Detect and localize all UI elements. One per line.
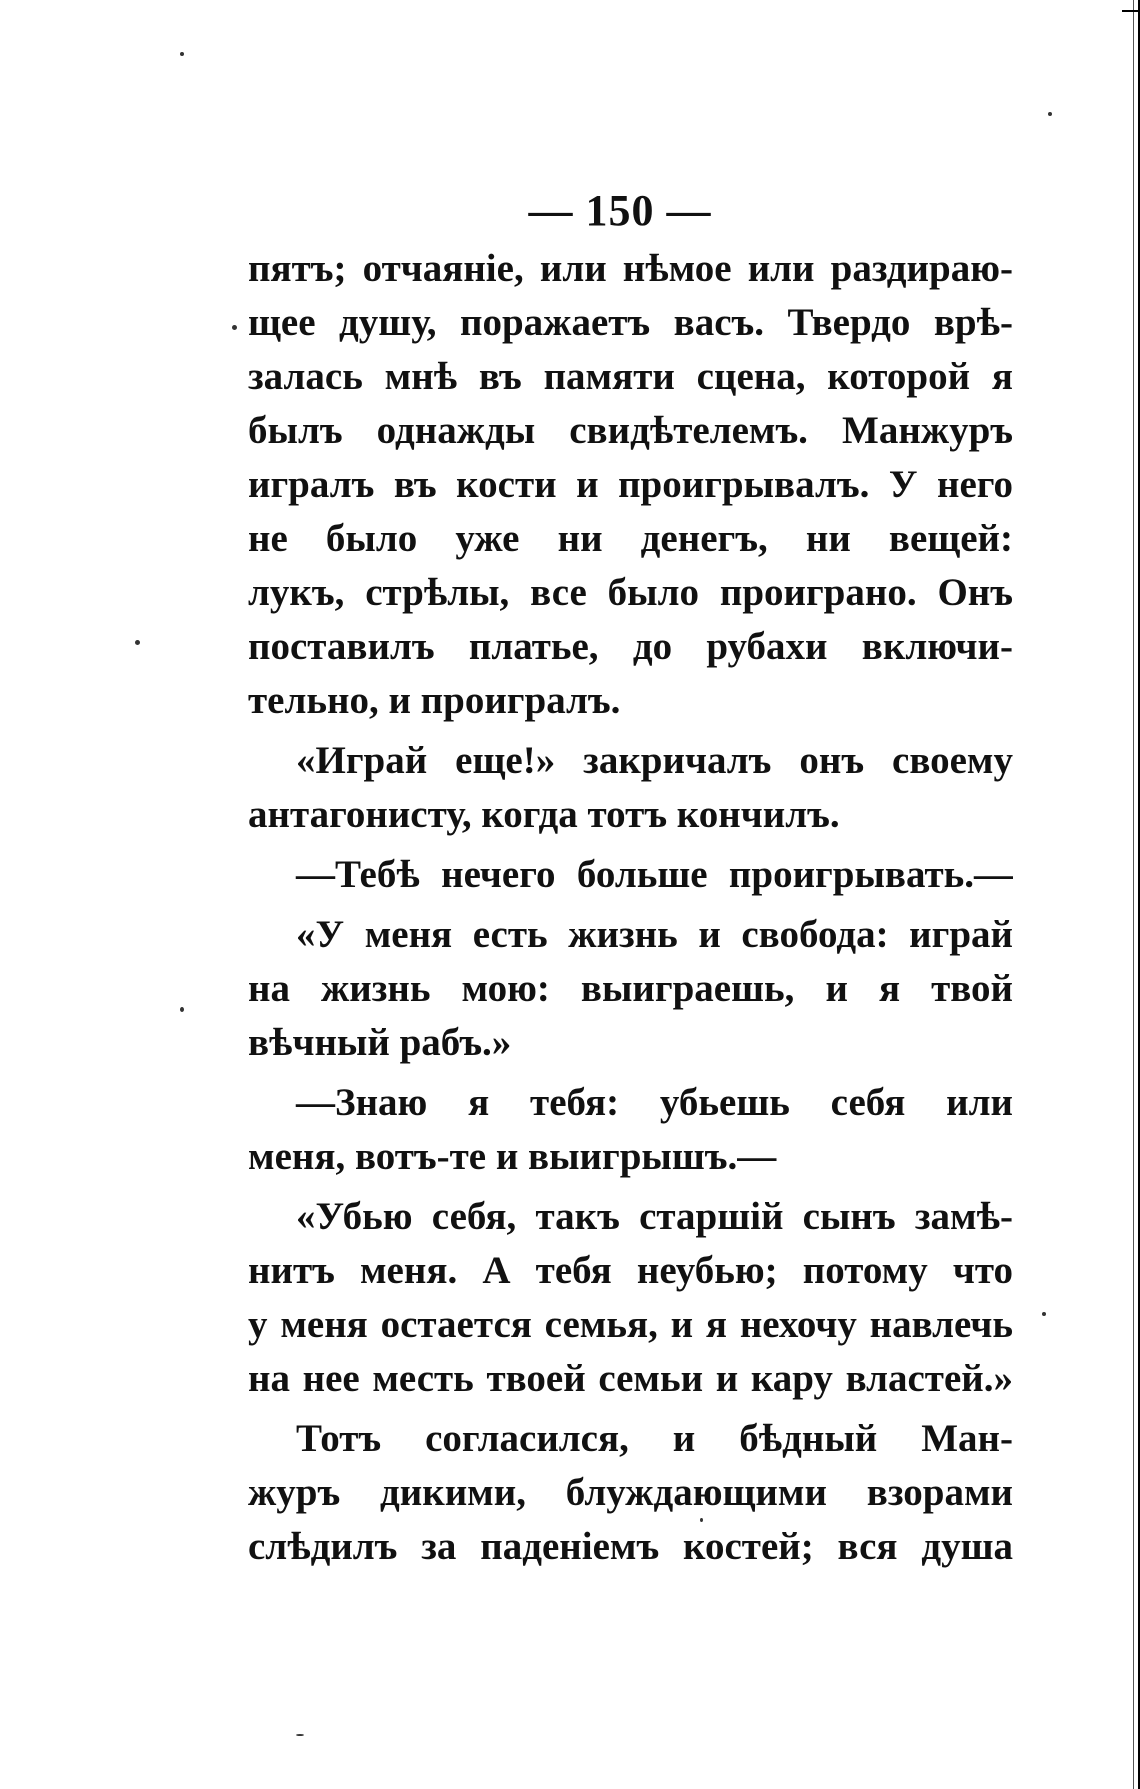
- text-line: на нее месть твоей семьи и кару властей.»: [248, 1357, 1013, 1400]
- body-text: [248, 242, 1013, 1574]
- page-number: — 150 —: [528, 186, 712, 235]
- text-line: «Играй еще!» закричалъ онъ своему: [296, 739, 1013, 782]
- scan-speck: [180, 1007, 184, 1012]
- text-line: игралъ въ кости и проигрывалъ. У него: [248, 463, 1013, 506]
- text-line: не было уже ни денегъ, ни вещей:: [248, 517, 1013, 560]
- page-edge-mark: [1122, 10, 1140, 12]
- text-line: «Убью себя, такъ старшій сынъ замѣ-: [296, 1195, 1013, 1238]
- text-line: поставилъ платье, до рубахи включи-: [248, 625, 1013, 668]
- text-line: тельно, и проигралъ.: [248, 679, 621, 722]
- text-line: —Тебѣ нечего больше проигрывать.—: [296, 853, 1013, 896]
- scan-speck: [700, 1518, 703, 1522]
- text-line: журъ дикими, блуждающими взорами: [248, 1471, 1013, 1514]
- text-line: слѣдилъ за паденіемъ костей; вся душа: [248, 1525, 1013, 1568]
- text-line: нитъ меня. А тебя неубью; потому что: [248, 1249, 1013, 1292]
- scan-speck: [1048, 112, 1052, 116]
- scan-speck: [296, 1734, 304, 1736]
- text-line: залась мнѣ въ памяти сцена, которой я: [248, 355, 1013, 398]
- text-line: —Знаю я тебя: убьешь себя или: [296, 1081, 1013, 1124]
- scan-speck: [135, 640, 140, 645]
- text-line: «У меня есть жизнь и свобода: играй: [296, 913, 1013, 956]
- text-line: былъ однажды свидѣтелемъ. Манжуръ: [248, 409, 1013, 452]
- text-line: щее душу, поражаетъ васъ. Твердо врѣ-: [248, 301, 1013, 344]
- text-line: антагонисту, когда тотъ кончилъ.: [248, 793, 840, 836]
- text-line: у меня остается семья, и я нехочу навлечь: [248, 1303, 1013, 1346]
- scan-speck: [232, 325, 237, 330]
- text-line: лукъ, стрѣлы, все было проиграно. Онъ: [248, 571, 1013, 614]
- scan-speck: [180, 52, 184, 56]
- text-line: меня, вотъ-те и выигрышъ.—: [248, 1135, 777, 1178]
- scan-speck: [1042, 1312, 1046, 1316]
- text-line: вѣчный рабъ.»: [248, 1021, 512, 1064]
- text-line: Тотъ согласился, и бѣдный Ман-: [296, 1417, 1013, 1460]
- text-line: на жизнь мою: выиграешь, и я твой: [248, 967, 1013, 1010]
- page-edge-line-inner: [1133, 0, 1134, 1789]
- text-line: пятъ; отчаяніе, или нѣмое или раздираю-: [248, 247, 1013, 290]
